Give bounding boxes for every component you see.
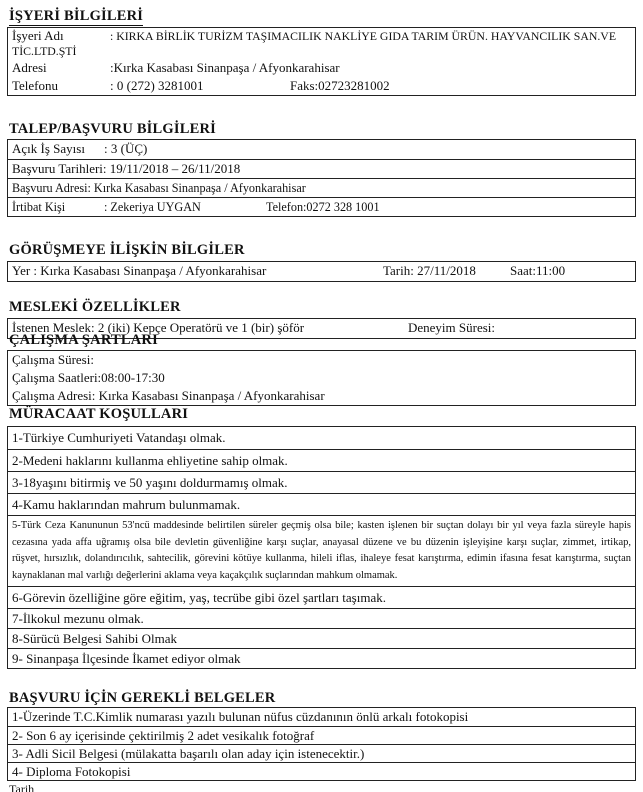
- basvuru-tarihleri: Başvuru Tarihleri: 19/11/2018 – 26/11/2018: [12, 161, 241, 176]
- acik-is-row: [8, 140, 635, 159]
- calisma-info-box: [7, 350, 636, 406]
- belge-item: 3- Adli Sicil Belgesi (mülakatta başarılı olan aday için istenecektir.): [8, 744, 635, 762]
- isyeri-adres-label: Adresi: [12, 60, 47, 75]
- gorusme-saat: Saat:11:00: [510, 263, 566, 278]
- belgeler-list: [7, 707, 636, 781]
- belge-item: 2- Son 6 ay içerisinde çektirilmiş 2 adet vesikalık fotoğraf: [8, 726, 635, 744]
- section-title-meslek: MESLEKİ ÖZELLİKLER: [9, 299, 181, 315]
- section-title-gorusme: GÖRÜŞMEYE İLİŞKİN BİLGİLER: [9, 242, 245, 258]
- acik-is-value: : 3 (ÜÇ): [104, 141, 148, 156]
- muracaat-item: 9- Sinanpaşa İlçesinde İkamet ediyor olmak: [8, 648, 635, 668]
- isyeri-telefon-value: : 0 (272) 3281001: [110, 78, 204, 93]
- calisma-saatleri: Çalışma Saatleri:08:00-17:30: [12, 370, 165, 385]
- muracaat-item: 6-Görevin özelliğine göre eğitim, yaş, tecrübe gibi özel şartları taşımak.: [8, 586, 635, 608]
- muracaat-list: [7, 426, 636, 669]
- isyeri-telefon-label: Telefonu: [12, 78, 59, 93]
- irtibat-label: İrtibat Kişi: [12, 200, 66, 214]
- belge-item: 4- Diploma Fotokopisi: [8, 762, 635, 780]
- isyeri-adres-row: [8, 59, 635, 77]
- section-title-belgeler: BAŞVURU İÇİN GEREKLİ BELGELER: [9, 690, 276, 706]
- calisma-suresi: Çalışma Süresi:: [12, 352, 94, 367]
- section-title-calisma: ÇALIŞMA ŞARTLARI: [9, 332, 158, 348]
- basvuru-tarih-row: [8, 159, 635, 178]
- muracaat-item: 8-Sürücü Belgesi Sahibi Olmak: [8, 628, 635, 648]
- gorusme-row: [8, 262, 635, 281]
- muracaat-item: 4-Kamu haklarından mahrum bulunmamak.: [8, 493, 635, 515]
- isyeri-telefon-row: [8, 77, 635, 95]
- calisma-saat-row: [8, 368, 635, 387]
- muracaat-item: 2-Medeni haklarını kullanma ehliyetine sahip olmak.: [8, 449, 635, 471]
- isyeri-faks-value: Faks:02723281002: [290, 78, 390, 93]
- isyeri-adi-value-cont: TİC.LTD.ŞTİ: [12, 44, 77, 58]
- istenen-meslek: İstenen Meslek: 2 (iki) Kepçe Operatörü ve 1 (bir) şöför: [12, 320, 305, 335]
- isyeri-adres-value: :Kırka Kasabası Sinanpaşa / Afyonkarahisar: [110, 60, 340, 75]
- irtibat-row: [8, 197, 635, 216]
- calisma-adresi: Çalışma Adresi: Kırka Kasabası Sinanpaşa / Afyonkarahisar: [12, 388, 325, 403]
- isyeri-adi-row: [8, 28, 635, 44]
- isyeri-info-box: [7, 27, 636, 96]
- calisma-adres-row: [8, 387, 635, 405]
- muracaat-item-long: 5-Türk Ceza Kanununun 53'ncü maddesinde belirtilen süreler geçmiş olsa bile; kasten işlenen bir suçtan dolayı bir yıl veya fazla süreyle hapis cezasına yada affa uğramış olsa bile devletin güvenliğine karşı suçlar, anayasal düzene ve bu düzenin işleyişine karşı suçlar, zimmet, irtikap, rüşvet, hırsızlık, dolandırıcılık, sahtecilik, görevini kötüye kullanma, hileli iflas, ihaleye fesat karıştırma, edimin ifasına fesat karıştırma, suçtan kaynaklanan mal varlığı değerlerini aklama veya kaçakçılık suçlarından mahkum olmamak.: [8, 515, 635, 586]
- section-title-talep: TALEP/BAŞVURU BİLGİLERİ: [9, 121, 216, 137]
- basvuru-adresi: Başvuru Adresi: Kırka Kasabası Sinanpaşa / Afyonkarahisar: [12, 181, 306, 195]
- basvuru-adres-row: [8, 178, 635, 197]
- isyeri-adi-continued-row: [8, 44, 635, 59]
- muracaat-item: 1-Türkiye Cumhuriyeti Vatandaşı olmak.: [12, 430, 226, 445]
- deneyim-suresi: Deneyim Süresi:: [408, 320, 496, 335]
- calisma-sure-row: [8, 351, 635, 368]
- irtibat-telefon: Telefon:0272 328 1001: [266, 200, 380, 214]
- section-title-muracaat: MÜRACAAT KOŞULLARI: [9, 406, 189, 422]
- gorusme-yer: Yer : Kırka Kasabası Sinanpaşa / Afyonkarahisar: [12, 263, 267, 278]
- trailing-text-cut: Tarih: [9, 782, 35, 792]
- muracaat-item: 3-18yaşını bitirmiş ve 50 yaşını doldurmamış olmak.: [8, 471, 635, 493]
- muracaat-item: 7-İlkokul mezunu olmak.: [8, 608, 635, 628]
- irtibat-value: : Zekeriya UYGAN: [104, 200, 201, 214]
- gorusme-info-box: [7, 261, 636, 282]
- talep-info-box: [7, 139, 636, 217]
- isyeri-adi-label: İşyeri Adı: [12, 28, 64, 43]
- isyeri-adi-value: : KIRKA BİRLİK TURİZM TAŞIMACILIK NAKLİYE GIDA TARIM ÜRÜN. HAYVANCILIK SAN.VE: [110, 29, 617, 43]
- acik-is-label: Açık İş Sayısı: [12, 141, 85, 156]
- section-title-isyeri: İŞYERİ BİLGİLERİ: [9, 8, 144, 24]
- gorusme-tarih: Tarih: 27/11/2018: [383, 263, 476, 278]
- belge-item: 1-Üzerinde T.C.Kimlik numarası yazılı bulunan nüfus cüzdanının önlü arkalı fotokopisi: [12, 709, 469, 724]
